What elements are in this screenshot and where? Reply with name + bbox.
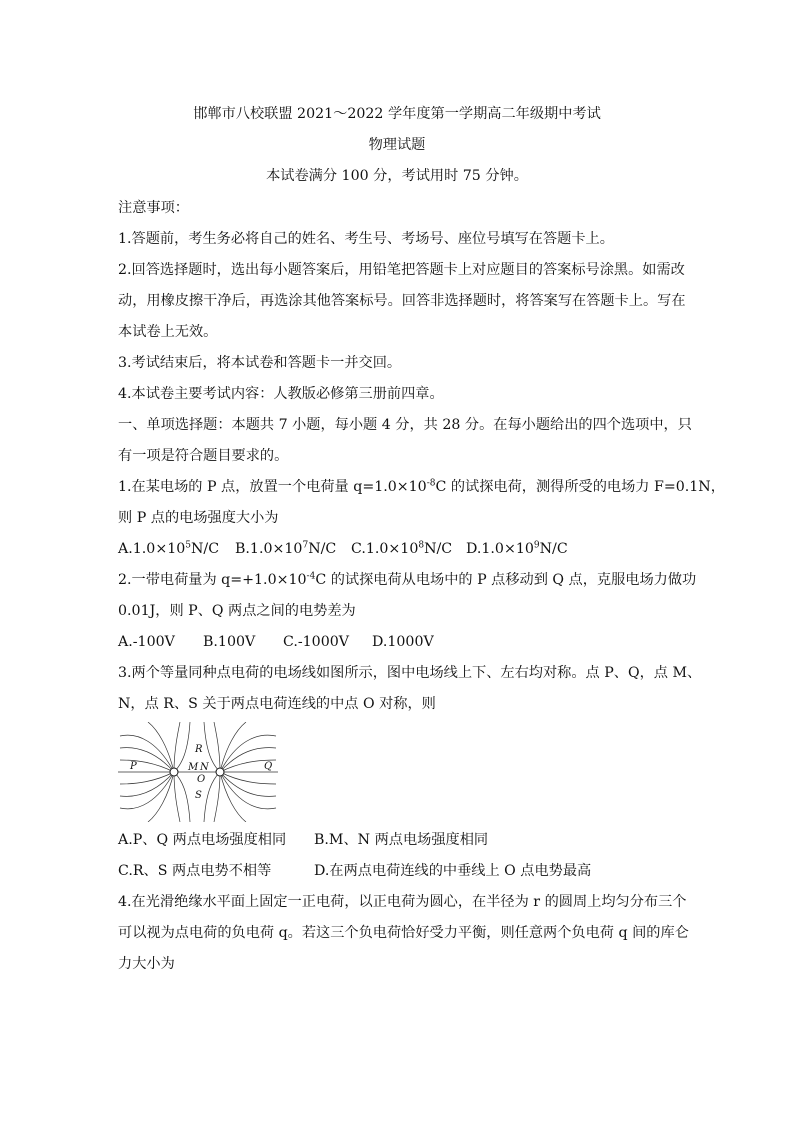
subject-title: 物理试题 [368,137,426,153]
q2-option-c: C.-1000V [283,634,350,650]
note-2-line-1: 2.回答选择题时，选出每小题答案后，用铅笔把答题卡上对应题目的答案标号涂黑。如需改 [118,262,685,278]
q3-option-d: D.在两点电荷连线的中垂线上 O 点电势最高 [314,863,592,879]
q1-stem-a: 1.在某电场的 P 点，放置一个电荷量 q=1.0×10 [118,479,427,495]
note-2-line-3: 本试卷上无效。 [118,324,218,340]
q2-stem-line-2: 0.01J，则 P、Q 两点之间的电势差为 [118,603,356,619]
q3-options-row-2 [118,861,678,881]
section-1-line-2: 有一项是符合题目要求的。 [118,448,289,464]
fig-label-p: P [130,761,137,772]
field-lines-figure [118,722,278,822]
notes-heading: 注意事项： [118,200,189,216]
fig-label-r: R [195,744,203,755]
note-3: 3.考试结束后，将本试卷和答题卡一并交回。 [118,355,402,371]
section-1-line-1: 一、单项选择题：本题共 7 小题，每小题 4 分，共 28 分。在每小题给出的四个选项中，只 [118,417,692,433]
fig-label-q: Q [264,761,273,772]
right-charge-icon [216,768,224,776]
q3-option-a: A.P、Q 两点电场强度相同 [118,832,287,848]
q2-option-d: D.1000V [372,634,434,650]
q1-stem-exponent: -8 [426,478,436,489]
note-1: 1.答题前，考生务必将自己的姓名、考生号、考场号、座位号填写在答题卡上。 [118,231,614,247]
exam-title: 邯郸市八校联盟 2021～2022 学年度第一学期高二年级期中考试 [193,106,601,122]
q1-stem-line-2: 则 P 点的电场强度大小为 [118,510,279,526]
q1-option-d: $D.1.0\times 10^9N/C$ [466,540,568,557]
exam-info: 本试卷满分 100 分，考试用时 75 分钟。 [266,168,528,184]
q2-option-b: B.100V [203,634,256,650]
q1-options [118,539,678,559]
q3-options-row-1 [118,830,678,850]
fig-label-s: S [195,790,202,801]
q3-option-b: B.M、N 两点电场强度相同 [314,832,489,848]
note-2-line-2: 动，用橡皮擦干净后，再选涂其他答案标号。回答非选择题时，将答案写在答题卡上。写在 [118,293,686,309]
q1-option-a: $A.1.0\times 10^5N/C$ [118,540,220,557]
q4-stem-line-2: 可以视为点电荷的负电荷 q。若这三个负电荷恰好受力平衡，则任意两个负电荷 q 间的库仑 [118,925,689,941]
q2-option-a: A.-100V [118,634,175,650]
fig-label-o: O [197,774,206,785]
note-4: 4.本试卷主要考试内容：人教版必修第三册前四章。 [118,386,444,402]
q2-stem-b: C 的试探电荷从电场中的 P 点移动到 Q 点，克服电场力做功 [315,572,697,588]
q1-option-b: $B.1.0\times 10^7N/C$ [235,540,337,557]
q3-option-c: C.R、S 两点电势不相等 [118,863,272,879]
q3-stem-line-1: 3.两个等量同种点电荷的电场线如图所示，图中电场线上下、左右均对称。点 P、Q，点 M、 [118,665,702,681]
q2-stem-exponent: -4 [306,571,316,582]
left-charge-icon [170,768,178,776]
q2-options [118,632,678,652]
fig-label-n: N [200,762,209,773]
q2-stem-a: 2.一带电荷量为 q=+1.0×10 [118,572,307,588]
fig-label-m: M [188,762,199,773]
q4-stem-line-3: 力大小为 [118,956,175,972]
q3-stem-line-2: N，点 R、S 关于两点电荷连线的中点 O 对称，则 [118,696,436,712]
q2-stem-line-1 [118,570,697,590]
q1-option-c: $C.1.0\times 10^8N/C$ [351,540,453,557]
q1-stem-line-1 [118,477,725,497]
q1-stem-b: C 的试探电荷，测得所受的电场力 F=0.1N， [435,479,725,495]
q4-stem-line-1: 4.在光滑绝缘水平面上固定一正电荷，以正电荷为圆心，在半径为 r 的圆周上均匀分布三个 [118,894,687,910]
